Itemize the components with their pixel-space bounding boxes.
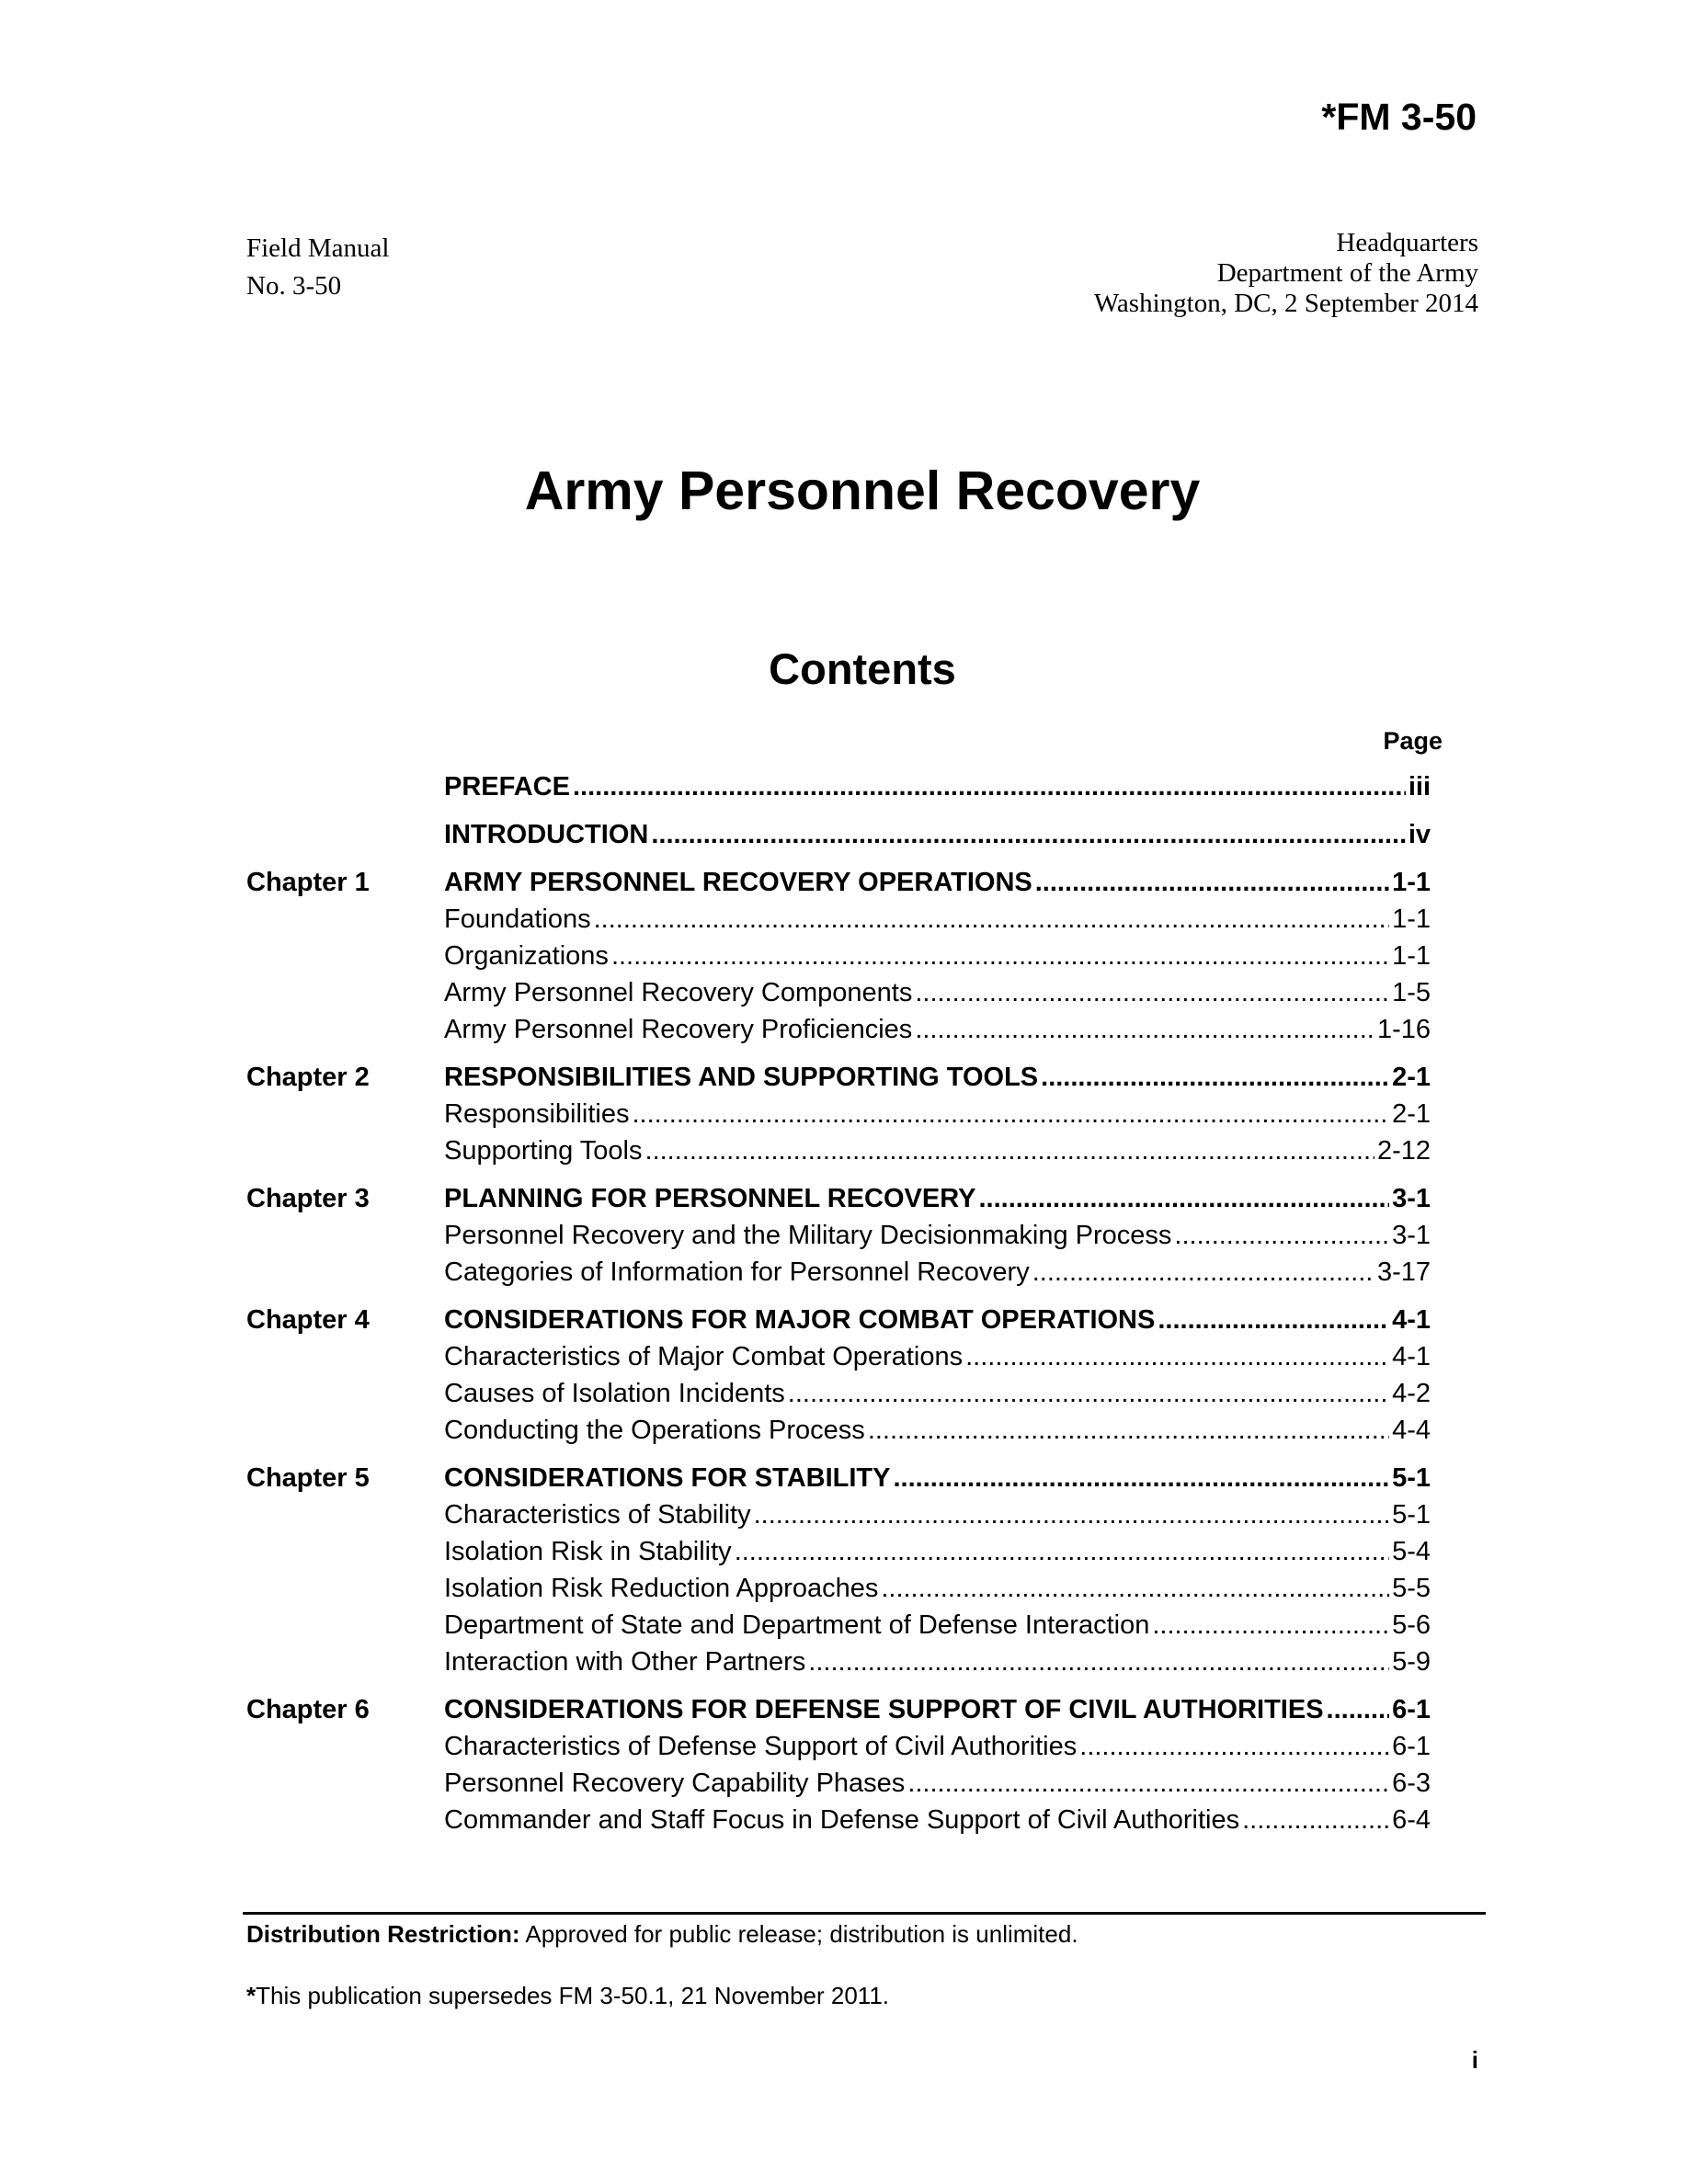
toc-entry-title: PLANNING FOR PERSONNEL RECOVERY <box>444 1184 976 1213</box>
toc-page-number: 3-1 <box>1392 1221 1431 1250</box>
toc-page-number: 6-4 <box>1392 1805 1431 1835</box>
toc-entry-title: Commander and Staff Focus in Defense Support of Civil Authorities <box>444 1805 1240 1835</box>
toc-chapter-label: Chapter 5 <box>246 1463 370 1493</box>
toc-entry <box>444 1338 1431 1375</box>
toc-dot-leader <box>881 1570 1389 1607</box>
toc-dot-leader <box>1032 1254 1374 1291</box>
toc-page-number: 5-4 <box>1392 1537 1431 1566</box>
toc-entry <box>444 768 1431 805</box>
toc-dot-leader <box>645 1132 1374 1169</box>
toc-entry-title: PREFACE <box>444 772 570 802</box>
toc-row <box>246 1254 1431 1291</box>
toc-dot-leader <box>893 1460 1389 1496</box>
toc-entry-title: Department of State and Department of Defense Interaction <box>444 1610 1150 1640</box>
toc-entry-title: Conducting the Operations Process <box>444 1416 865 1445</box>
toc-chapter-label: Chapter 3 <box>246 1184 370 1213</box>
toc-entry <box>444 1011 1431 1048</box>
toc-entry <box>444 1254 1431 1291</box>
field-manual-label: Field Manual <box>246 233 390 263</box>
toc-entry-title: Isolation Risk Reduction Approaches <box>444 1574 879 1603</box>
toc-page-number: iii <box>1408 772 1431 802</box>
toc-page-number: 1-1 <box>1392 941 1431 971</box>
toc-row <box>246 1691 1431 1728</box>
toc-page-number: 2-1 <box>1392 1063 1431 1092</box>
toc-dot-leader <box>965 1338 1389 1375</box>
toc-row <box>246 816 1431 853</box>
toc-page-number: 6-3 <box>1392 1769 1431 1798</box>
toc-entry-title: Interaction with Other Partners <box>444 1647 806 1677</box>
toc-entry-title: Army Personnel Recovery Proficiencies <box>444 1015 913 1044</box>
toc-dot-leader <box>868 1412 1389 1449</box>
toc-dot-leader <box>754 1496 1389 1533</box>
toc-chapter-label: Chapter 6 <box>246 1695 370 1724</box>
toc-page-number: 6-1 <box>1392 1695 1431 1724</box>
headquarters-line: Headquarters <box>1336 228 1478 257</box>
toc-entry-title: Personnel Recovery and the Military Decisionmaking Process <box>444 1221 1172 1250</box>
toc-dot-leader <box>1242 1802 1389 1838</box>
toc-page-number: 4-4 <box>1392 1416 1431 1445</box>
toc-dot-leader <box>808 1644 1389 1680</box>
footer-divider <box>243 1912 1486 1915</box>
toc-entry-title: Characteristics of Stability <box>444 1500 751 1530</box>
toc-row <box>246 901 1431 938</box>
toc-entry <box>444 1059 1431 1096</box>
toc-entry <box>444 1765 1431 1802</box>
document-code: *FM 3-50 <box>1321 96 1477 138</box>
toc-row <box>246 1802 1431 1838</box>
toc-entry <box>444 938 1431 974</box>
document-title: Army Personnel Recovery <box>524 461 1201 521</box>
toc-entry-title: Personnel Recovery Capability Phases <box>444 1769 906 1798</box>
toc-row <box>246 1059 1431 1096</box>
toc-entry <box>444 1132 1431 1169</box>
toc-page-number: 5-5 <box>1392 1574 1431 1603</box>
toc-row <box>246 1180 1431 1217</box>
toc-dot-leader <box>594 901 1389 938</box>
toc-entry <box>444 1728 1431 1765</box>
toc-page-number: 2-1 <box>1392 1099 1431 1129</box>
toc-dot-leader <box>1174 1217 1389 1254</box>
toc-page-number: 4-2 <box>1392 1379 1431 1408</box>
toc-entry <box>444 1375 1431 1412</box>
toc-row <box>246 938 1431 974</box>
toc-entry-title: Army Personnel Recovery Components <box>444 978 913 1007</box>
toc-row <box>246 1011 1431 1048</box>
toc-entry-title: Foundations <box>444 904 591 934</box>
toc-row <box>246 1412 1431 1449</box>
toc-entry <box>444 974 1431 1011</box>
department-line: Department of the Army <box>1216 258 1478 288</box>
toc-row <box>246 1570 1431 1607</box>
toc-dot-leader <box>633 1096 1390 1132</box>
toc-page-number: 1-5 <box>1392 978 1431 1007</box>
toc-entry <box>444 864 1431 901</box>
toc-entry <box>444 1496 1431 1533</box>
toc-dot-leader <box>978 1180 1389 1217</box>
toc-page-number: 2-12 <box>1376 1136 1431 1166</box>
toc-dot-leader <box>573 768 1406 805</box>
toc-page-number: 3-17 <box>1376 1257 1431 1287</box>
toc-chapter-label: Chapter 1 <box>246 868 370 897</box>
supersession-note <box>246 1982 889 2010</box>
toc-page-number: 1-1 <box>1392 904 1431 934</box>
toc-row <box>246 1096 1431 1132</box>
toc-page-number: 5-1 <box>1392 1500 1431 1530</box>
toc-row <box>246 1338 1431 1375</box>
toc-entry <box>444 816 1431 853</box>
contents-heading: Contents <box>769 644 956 693</box>
toc-row <box>246 864 1431 901</box>
toc-row <box>246 1217 1431 1254</box>
toc-row <box>246 1533 1431 1570</box>
page-number: i <box>1471 2046 1478 2074</box>
toc-dot-leader <box>735 1533 1389 1570</box>
toc-row <box>246 1302 1431 1338</box>
toc-entry-title: CONSIDERATIONS FOR DEFENSE SUPPORT OF CIVIL AUTHORITIES <box>444 1695 1324 1724</box>
toc-page-number: 3-1 <box>1392 1184 1431 1213</box>
toc-dot-leader <box>1152 1607 1389 1644</box>
toc-dot-leader <box>1041 1059 1389 1096</box>
toc-entry-title: Causes of Isolation Incidents <box>444 1379 785 1408</box>
toc-entry <box>444 1460 1431 1496</box>
toc-page-number: 1-1 <box>1392 868 1431 897</box>
field-manual-id <box>246 230 389 305</box>
toc-row <box>246 1496 1431 1533</box>
toc-entry-title: Characteristics of Defense Support of Civil Authorities <box>444 1732 1078 1761</box>
toc-entry <box>444 1570 1431 1607</box>
field-manual-number: No. 3-50 <box>246 271 342 301</box>
distribution-text: Approved for public release; distribution is unlimited. <box>519 1920 1078 1948</box>
distribution-restriction <box>246 1920 1078 1949</box>
toc-dot-leader <box>611 938 1389 974</box>
toc-entry-title: Responsibilities <box>444 1099 630 1129</box>
toc-entry <box>444 1607 1431 1644</box>
toc-entry <box>444 1802 1431 1838</box>
issuing-authority <box>1094 228 1478 319</box>
toc-page-number: 5-6 <box>1392 1610 1431 1640</box>
toc-entry-title: Characteristics of Major Combat Operations <box>444 1342 964 1371</box>
toc-row <box>246 1728 1431 1765</box>
toc-entry <box>444 1412 1431 1449</box>
toc-dot-leader <box>907 1765 1389 1802</box>
toc-row <box>246 768 1431 805</box>
toc-row <box>246 1607 1431 1644</box>
toc-entry <box>444 1217 1431 1254</box>
toc-entry-title: CONSIDERATIONS FOR STABILITY <box>444 1463 891 1493</box>
toc-entry-title: Isolation Risk in Stability <box>444 1537 732 1566</box>
toc-entry-title: RESPONSIBILITIES AND SUPPORTING TOOLS <box>444 1063 1039 1092</box>
toc-dot-leader <box>1158 1302 1389 1338</box>
toc-dot-leader <box>1079 1728 1389 1765</box>
toc-entry-title: CONSIDERATIONS FOR MAJOR COMBAT OPERATIONS <box>444 1305 1156 1335</box>
toc-row <box>246 1765 1431 1802</box>
toc-page-number: 4-1 <box>1392 1342 1431 1371</box>
toc-page-number: 6-1 <box>1392 1732 1431 1761</box>
toc-row <box>246 974 1431 1011</box>
toc-dot-leader <box>1327 1691 1390 1728</box>
toc-dot-leader <box>651 816 1405 853</box>
toc-entry <box>444 1533 1431 1570</box>
supersession-text: This publication supersedes FM 3-50.1, 21 November 2011. <box>256 1982 890 2009</box>
toc-entry <box>444 1180 1431 1217</box>
toc-row <box>246 1375 1431 1412</box>
distribution-label: Distribution Restriction: <box>246 1920 520 1948</box>
toc-row <box>246 1132 1431 1169</box>
toc-entry-title: INTRODUCTION <box>444 820 649 849</box>
toc-entry <box>444 901 1431 938</box>
toc-page-number: 1-16 <box>1376 1015 1431 1044</box>
toc-page-number: 5-9 <box>1392 1647 1431 1677</box>
toc-dot-leader <box>788 1375 1389 1412</box>
location-date-line: Washington, DC, 2 September 2014 <box>1093 289 1478 318</box>
toc-chapter-label: Chapter 2 <box>246 1063 370 1092</box>
toc-page-number: iv <box>1408 820 1431 849</box>
toc-entry-title: Organizations <box>444 941 609 971</box>
page-column-label: Page <box>1383 727 1443 755</box>
supersession-star: * <box>246 1982 257 2009</box>
toc-chapter-label: Chapter 4 <box>246 1305 370 1335</box>
table-of-contents <box>246 768 1431 1838</box>
toc-entry-title: Categories of Information for Personnel Recovery <box>444 1257 1030 1287</box>
toc-entry-title: Supporting Tools <box>444 1136 643 1166</box>
toc-row <box>246 1644 1431 1680</box>
toc-entry <box>444 1096 1431 1132</box>
toc-page-number: 4-1 <box>1392 1305 1431 1335</box>
toc-entry-title: ARMY PERSONNEL RECOVERY OPERATIONS <box>444 868 1032 897</box>
toc-entry <box>444 1302 1431 1338</box>
toc-dot-leader <box>1035 864 1389 901</box>
toc-entry <box>444 1691 1431 1728</box>
toc-row <box>246 1460 1431 1496</box>
toc-dot-leader <box>915 974 1389 1011</box>
toc-entry <box>444 1644 1431 1680</box>
toc-dot-leader <box>915 1011 1374 1048</box>
toc-page-number: 5-1 <box>1392 1463 1431 1493</box>
